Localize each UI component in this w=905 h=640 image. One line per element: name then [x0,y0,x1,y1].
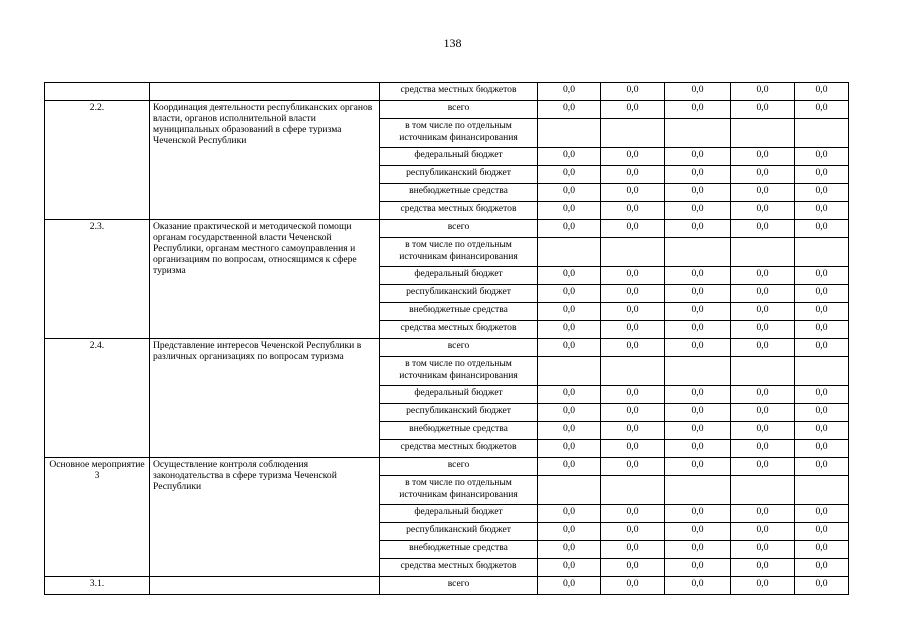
value-cell: 0,0 [601,422,665,440]
source-cell: средства местных бюджетов [380,559,538,577]
value-cell: 0,0 [795,285,849,303]
value-cell-empty [601,357,665,386]
value-cell: 0,0 [601,285,665,303]
value-cell: 0,0 [665,559,731,577]
value-cell: 0,0 [538,184,601,202]
value-cell: 0,0 [665,321,731,339]
program-name [150,577,380,595]
source-cell: средства местных бюджетов [380,202,538,220]
source-cell: внебюджетные средства [380,303,538,321]
value-cell: 0,0 [601,458,665,476]
value-cell: 0,0 [665,440,731,458]
value-cell: 0,0 [665,303,731,321]
value-cell: 0,0 [731,339,795,357]
value-cell: 0,0 [601,505,665,523]
value-cell: 0,0 [665,577,731,595]
table-row-bottom [45,577,849,595]
value-cell-empty [795,357,849,386]
value-cell: 0,0 [538,202,601,220]
value-cell: 0,0 [538,101,601,119]
value-cell: 0,0 [538,386,601,404]
value-cell-empty [795,119,849,148]
source-cell: республиканский бюджет [380,166,538,184]
value-cell: 0,0 [795,440,849,458]
value-cell: 0,0 [538,404,601,422]
value-cell: 0,0 [731,523,795,541]
source-cell: республиканский бюджет [380,404,538,422]
value-cell: 0,0 [665,422,731,440]
value-cell: 0,0 [731,220,795,238]
value-cell-empty [665,357,731,386]
value-cell-empty [601,476,665,505]
value-cell: 0,0 [731,148,795,166]
value-cell-empty [538,476,601,505]
value-cell: 0,0 [731,404,795,422]
value-cell: 0,0 [795,505,849,523]
page-number: 138 [443,36,462,50]
value-cell: 0,0 [538,339,601,357]
program-name: Представление интересов Чеченской Республики в различных организациях по вопросам туризма [150,339,380,458]
value-cell: 0,0 [538,267,601,285]
funding-table [44,82,849,595]
value-cell-empty [601,238,665,267]
value-cell: 0,0 [795,523,849,541]
source-label-line: в том числе по отдельным [405,239,512,250]
table-row [45,339,849,357]
value-cell: 0,0 [731,541,795,559]
value-cell: 0,0 [601,267,665,285]
program-code: 3.1. [45,577,150,595]
table-row [45,101,849,119]
source-cell: внебюджетные средства [380,184,538,202]
value-cell: 0,0 [731,505,795,523]
value-cell: 0,0 [601,386,665,404]
value-cell: 0,0 [795,404,849,422]
value-cell: 0,0 [795,267,849,285]
source-cell: всего [380,101,538,119]
value-cell-empty [731,238,795,267]
value-cell: 0,0 [601,440,665,458]
value-cell: 0,0 [795,184,849,202]
source-label-line: в том числе по отдельным [405,477,512,488]
source-cell: федеральный бюджет [380,386,538,404]
value-cell: 0,0 [665,267,731,285]
value-cell: 0,0 [538,559,601,577]
value-cell: 0,0 [795,339,849,357]
value-cell: 0,0 [731,101,795,119]
value-cell: 0,0 [665,458,731,476]
value-cell: 0,0 [601,523,665,541]
value-cell: 0,0 [665,220,731,238]
program-name: Осуществление контроля соблюдения законодательства в сфере туризма Чеченской Республики [150,458,380,577]
program-code: Основное мероприятие 3 [45,458,150,577]
value-cell: 0,0 [665,523,731,541]
value-cell-empty [665,476,731,505]
value-cell: 0,0 [601,220,665,238]
source-cell: внебюджетные средства [380,541,538,559]
value-cell: 0,0 [665,101,731,119]
value-cell: 0,0 [795,458,849,476]
source-cell: всего [380,220,538,238]
value-cell: 0,0 [538,148,601,166]
value-cell: 0,0 [601,202,665,220]
value-cell: 0,0 [795,148,849,166]
value-cell: 0,0 [731,166,795,184]
value-cell: 0,0 [665,202,731,220]
value-cell: 0,0 [665,339,731,357]
value-cell: 0,0 [665,184,731,202]
source-cell: федеральный бюджет [380,148,538,166]
value-cell: 0,0 [538,577,601,595]
value-cell: 0,0 [601,148,665,166]
source-cell: всего [380,339,538,357]
value-cell: 0,0 [795,321,849,339]
source-cell: федеральный бюджет [380,267,538,285]
value-cell: 0,0 [731,321,795,339]
value-cell: 0,0 [795,559,849,577]
value-cell: 0,0 [538,505,601,523]
code-cell [45,83,150,101]
value-cell-empty [538,357,601,386]
value-cell: 0,0 [538,458,601,476]
value-cell: 0,0 [665,83,731,101]
value-cell: 0,0 [601,166,665,184]
value-cell: 0,0 [538,440,601,458]
value-cell: 0,0 [731,83,795,101]
value-cell: 0,0 [731,559,795,577]
value-cell: 0,0 [601,83,665,101]
value-cell: 0,0 [665,505,731,523]
source-cell: всего [380,577,538,595]
source-label-line: источникам финансирования [399,132,518,143]
program-name: Оказание практической и методической помощи органам государственной власти Чеченской Республики, органам местного самоуправления и организациям по вопросам, относящимся к сфере туризма [150,220,380,339]
value-cell: 0,0 [795,101,849,119]
program-code: 2.4. [45,339,150,458]
value-cell: 0,0 [601,559,665,577]
source-cell [380,357,538,386]
value-cell: 0,0 [601,303,665,321]
value-cell: 0,0 [731,202,795,220]
value-cell: 0,0 [795,220,849,238]
table-row [45,220,849,238]
value-cell: 0,0 [601,541,665,559]
value-cell: 0,0 [601,577,665,595]
value-cell-empty [538,238,601,267]
value-cell: 0,0 [795,422,849,440]
value-cell: 0,0 [538,83,601,101]
value-cell: 0,0 [731,422,795,440]
value-cell-empty [731,357,795,386]
value-cell-empty [665,238,731,267]
value-cell-empty [731,476,795,505]
source-cell: средства местных бюджетов [380,440,538,458]
value-cell: 0,0 [795,386,849,404]
source-cell: внебюджетные средства [380,422,538,440]
source-label-line: в том числе по отдельным [405,120,512,131]
value-cell: 0,0 [665,148,731,166]
source-cell: республиканский бюджет [380,523,538,541]
source-cell: средства местных бюджетов [380,321,538,339]
value-cell: 0,0 [731,577,795,595]
value-cell: 0,0 [601,321,665,339]
value-cell: 0,0 [665,404,731,422]
value-cell: 0,0 [665,285,731,303]
name-cell [150,83,380,101]
table-row [45,458,849,476]
value-cell-empty [601,119,665,148]
value-cell: 0,0 [795,166,849,184]
value-cell-empty [538,119,601,148]
program-code: 2.2. [45,101,150,220]
value-cell: 0,0 [538,285,601,303]
value-cell: 0,0 [731,458,795,476]
value-cell: 0,0 [538,541,601,559]
value-cell: 0,0 [601,339,665,357]
value-cell: 0,0 [665,541,731,559]
value-cell: 0,0 [538,523,601,541]
value-cell: 0,0 [795,577,849,595]
value-cell: 0,0 [538,321,601,339]
value-cell: 0,0 [601,404,665,422]
value-cell: 0,0 [538,422,601,440]
value-cell: 0,0 [731,386,795,404]
value-cell-empty [665,119,731,148]
source-cell: республиканский бюджет [380,285,538,303]
value-cell: 0,0 [731,303,795,321]
value-cell: 0,0 [665,166,731,184]
source-cell [380,119,538,148]
value-cell: 0,0 [538,220,601,238]
table-body [45,83,849,595]
source-cell [380,238,538,267]
source-cell: средства местных бюджетов [380,83,538,101]
value-cell: 0,0 [795,202,849,220]
value-cell: 0,0 [795,303,849,321]
value-cell: 0,0 [601,184,665,202]
source-label-line: в том числе по отдельным [405,358,512,369]
program-name: Координация деятельности республиканских органов власти, органов исполнительной власти муниципальных образований в сфере туризма Чеченской Республики [150,101,380,220]
value-cell: 0,0 [538,166,601,184]
value-cell: 0,0 [731,440,795,458]
table-row-top [45,83,849,101]
source-cell: всего [380,458,538,476]
source-label-line: источникам финансирования [399,251,518,262]
value-cell: 0,0 [665,386,731,404]
value-cell: 0,0 [795,541,849,559]
source-label-line: источникам финансирования [399,489,518,500]
value-cell: 0,0 [731,285,795,303]
program-code: 2.3. [45,220,150,339]
value-cell: 0,0 [731,184,795,202]
source-label-line: источникам финансирования [399,370,518,381]
source-cell [380,476,538,505]
value-cell: 0,0 [601,101,665,119]
value-cell-empty [795,238,849,267]
value-cell: 0,0 [731,267,795,285]
source-cell: федеральный бюджет [380,505,538,523]
value-cell: 0,0 [795,83,849,101]
value-cell-empty [795,476,849,505]
value-cell: 0,0 [538,303,601,321]
value-cell-empty [731,119,795,148]
